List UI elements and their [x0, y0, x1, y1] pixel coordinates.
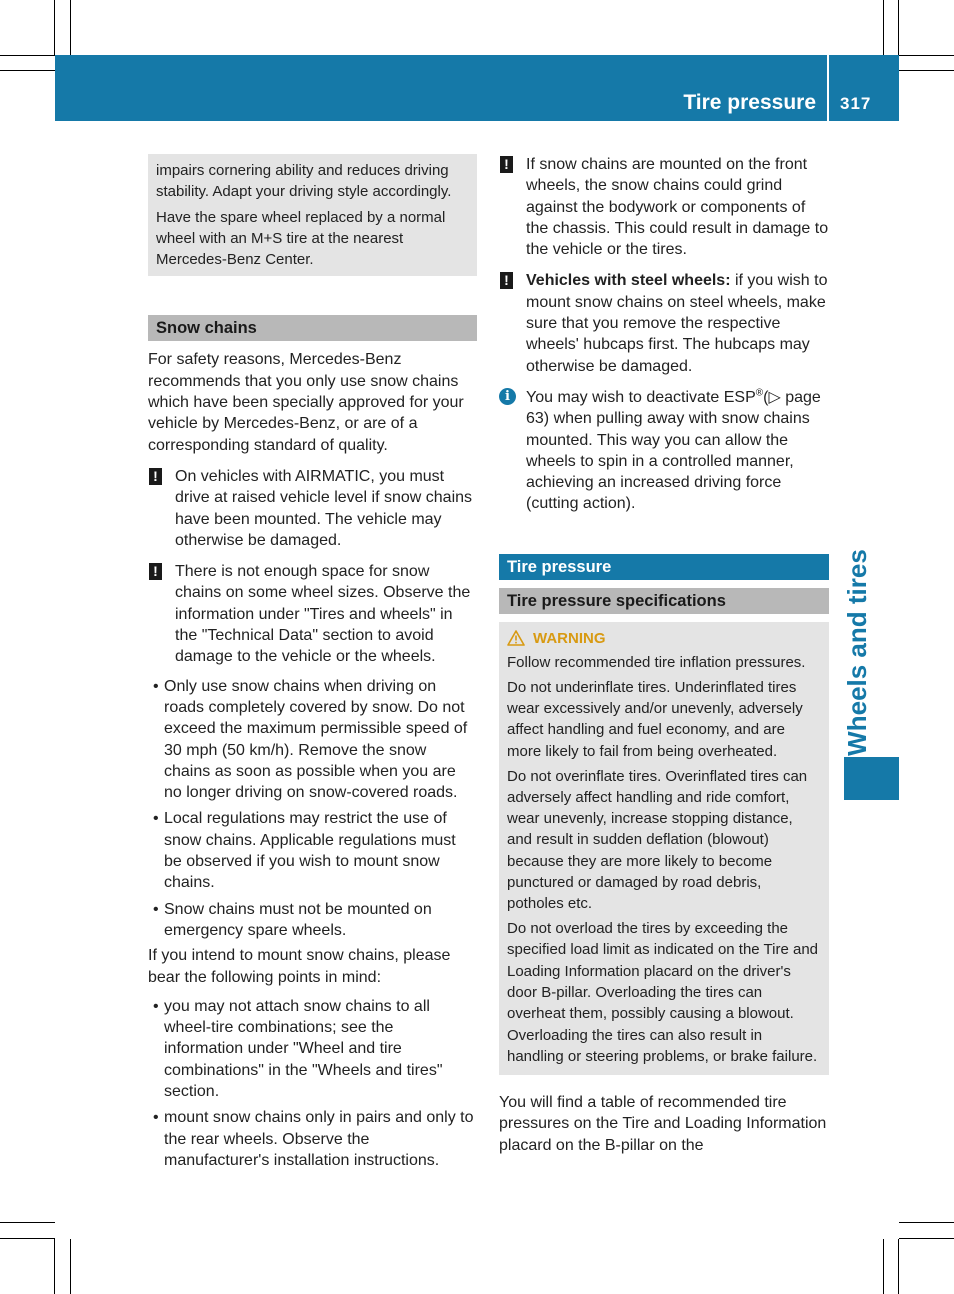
page-reference[interactable]: (▷ page 63)	[526, 388, 821, 428]
page-number: 317	[840, 94, 872, 113]
box-paragraph: impairs cornering ability and reduces driving stability. Adapt your driving style accordingly.	[156, 162, 452, 201]
bullet-dot: •	[153, 810, 159, 828]
warning-paragraph: Follow recommended tire inflation pressures.	[507, 654, 806, 672]
notice-item	[148, 561, 477, 667]
warning-header	[507, 628, 821, 649]
section-title: Tire pressure	[683, 91, 816, 114]
crop-mark	[898, 0, 899, 55]
bullet-dot: •	[153, 677, 159, 695]
info-item	[499, 387, 829, 515]
crop-mark	[899, 1238, 954, 1239]
warning-box	[499, 622, 829, 1075]
bullet-dot: •	[153, 1109, 159, 1127]
continued-warning-box	[148, 154, 477, 276]
crop-mark	[54, 0, 55, 55]
notice-item	[148, 466, 477, 551]
crop-mark	[0, 1238, 55, 1239]
crop-mark	[899, 55, 954, 56]
right-column	[499, 154, 829, 1156]
crop-mark	[883, 1239, 884, 1294]
exclamation-icon: !	[500, 272, 513, 289]
notice-item	[499, 154, 829, 260]
info-text-post: when pulling away with snow chains mounted. This way you can allow the wheels to spin in a controlled manner, achieving an increased driving force (cutting action).	[526, 410, 810, 513]
crop-mark	[70, 0, 71, 55]
bullet-dot: •	[153, 997, 159, 1015]
warning-paragraph: Do not overload the tires by exceeding the specified load limit as indicated on the Tire and Loading Information placard on the driver's door B-pillar. Overloading the tires can overheat them, possibly causing a blowout. Overloading the tires can also result in handling or steering problems, or brake failure.	[507, 920, 819, 1065]
registered-mark: ®	[755, 387, 764, 399]
list-item-text: Only use snow chains when driving on roads completely covered by snow. Do not exceed the maximum permissible speed of 30 mph (50 km/h). Remove the snow chains as soon as possible when you are no longer driving on snow-covered roads.	[164, 677, 468, 802]
warning-paragraph: Do not underinflate tires. Underinflated tires wear excessively and/or unevenly, adversely affect handling and fuel economy, and are more likely to fail from being overheated.	[507, 678, 803, 760]
exclamation-icon: !	[149, 468, 162, 485]
chapter-tab	[844, 757, 899, 800]
list-item	[148, 676, 477, 804]
info-icon: i	[499, 388, 516, 405]
notice-lead: Vehicles with steel wheels:	[526, 272, 731, 290]
chapter-label	[841, 549, 872, 756]
info-text-pre: You may wish to deactivate ESP	[526, 388, 756, 406]
crop-mark	[0, 55, 55, 56]
crop-mark	[70, 1239, 71, 1294]
bullet-dot: •	[153, 900, 159, 918]
list-item-text: mount snow chains only in pairs and only to the rear wheels. Observe the manufacturer's installation instructions.	[164, 1109, 474, 1169]
warning-paragraph: Do not overinflate tires. Overinflated tires can adversely affect handling and ride comfort, wear unevenly, increase stopping distance, and result in sudden deflation (blowout) because they are more likely to become punctured or damaged by road debris, potholes etc.	[507, 767, 808, 913]
exclamation-icon: !	[149, 563, 162, 580]
list-item	[148, 899, 477, 942]
crop-mark	[883, 0, 884, 55]
notice-item	[499, 270, 829, 376]
header-divider	[827, 55, 829, 121]
info-text	[515, 387, 829, 515]
list-item	[148, 808, 477, 893]
exclamation-icon: !	[500, 156, 513, 173]
list-item-text: Snow chains must not be mounted on emergency spare wheels.	[164, 900, 432, 939]
list-item-text: Local regulations may restrict the use of snow chains. Applicable regulations must be observed if you wish to mount snow chains.	[164, 810, 456, 892]
notice-text	[515, 270, 829, 376]
crop-mark	[0, 1222, 55, 1223]
crop-mark	[899, 70, 954, 71]
left-column	[148, 154, 477, 1171]
notice-text: There is not enough space for snow chains on some wheel sizes. Observe the information under "Tires and wheels" in the "Technical Data" section to avoid damage to the vehicle or the wheels.	[175, 563, 471, 666]
list-item-text: you may not attach snow chains to all wheel-tire combinations; see the information under "Wheel and tire combinations" in the "Wheels and tires" section.	[164, 997, 443, 1100]
tire-pressure-specifications-heading: Tire pressure specifications	[499, 588, 829, 614]
box-paragraph: Have the spare wheel replaced by a normal wheel with an M+S tire at the nearest Mercedes-Benz Center.	[156, 208, 446, 269]
chapter-label-text: Wheels and tires	[841, 549, 872, 756]
notice-text: If snow chains are mounted on the front wheels, the snow chains could grind against the bodywork or components of the chassis. This could result in damage to the vehicle or the tires.	[526, 156, 829, 259]
snow-chains-heading: Snow chains	[148, 315, 477, 341]
closing-paragraph: You will find a table of recommended tire pressures on the Tire and Loading Information placard on the B-pillar on the	[499, 1094, 827, 1154]
crop-mark	[898, 1239, 899, 1294]
warning-label: WARNING	[533, 629, 606, 647]
notice-text: On vehicles with AIRMATIC, you must drive at raised vehicle level if snow chains have been mounted. The vehicle may otherwise be damaged.	[175, 467, 473, 549]
mount-intro-paragraph: If you intend to mount snow chains, please bear the following points in mind:	[148, 947, 451, 986]
intro-paragraph: For safety reasons, Mercedes-Benz recommends that you only use snow chains which have been specially approved for your vehicle by Mercedes-Benz, or are of a corresponding standard of quality.	[148, 351, 464, 454]
list-item	[148, 1107, 477, 1171]
crop-mark	[899, 1222, 954, 1223]
list-item	[148, 996, 477, 1102]
crop-mark	[54, 1239, 55, 1294]
warning-triangle-icon	[507, 630, 525, 646]
notice-rest: if you wish to mount snow chains on steel wheels, make sure that you remove the respective wheels' hubcaps first. The hubcaps may otherwise be damaged.	[526, 272, 828, 375]
tire-pressure-heading: Tire pressure	[499, 554, 829, 580]
crop-mark	[0, 70, 55, 71]
